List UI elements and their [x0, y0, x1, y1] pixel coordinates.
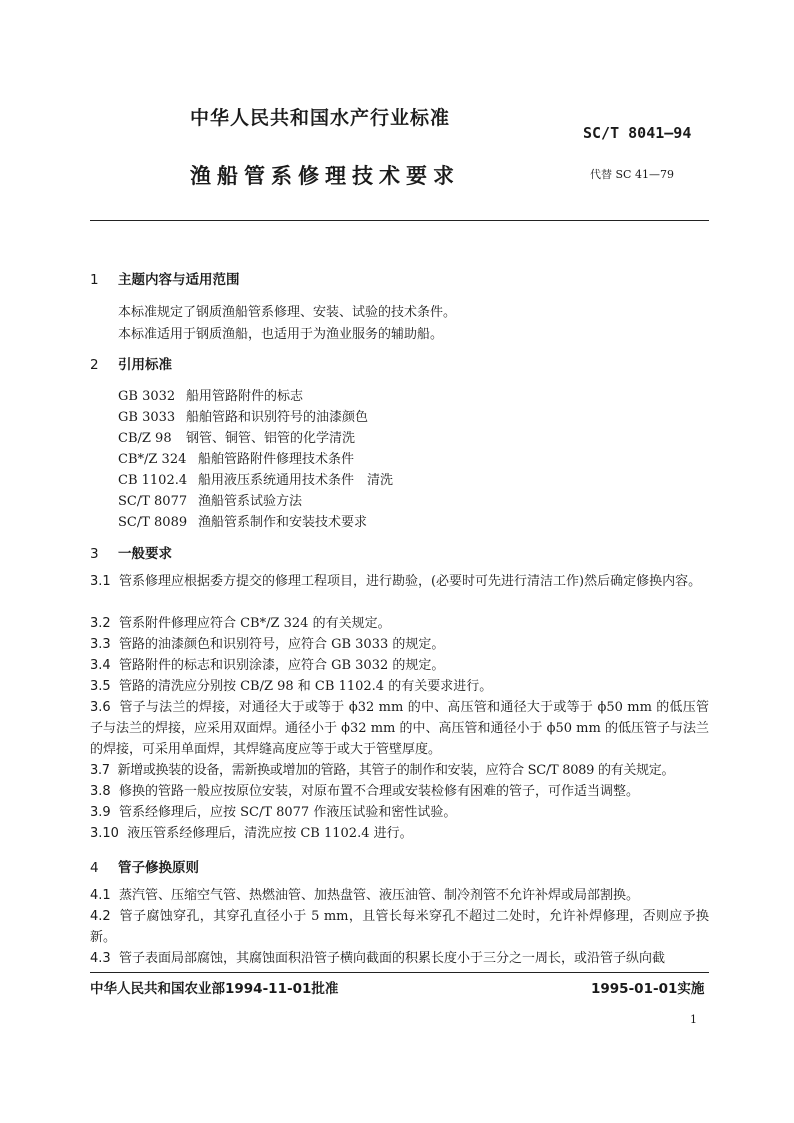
reference-code: SC/T 8077	[118, 494, 188, 509]
section-number: 1	[90, 272, 99, 288]
clause	[90, 613, 709, 634]
clause-number: 3.10	[90, 826, 119, 841]
section-heading	[90, 542, 172, 562]
clause-number: 3.2	[90, 616, 111, 631]
replaces-note: 代替 SC 41—79	[590, 168, 674, 181]
effective-date: 1995-01-01实施	[591, 981, 705, 997]
clause-text: 蒸汽管、压缩空气管、热燃油管、加热盘管、液压油管、制冷剂管不允许补焊或局部割换。	[118, 888, 639, 903]
section-heading	[90, 856, 199, 876]
clause-text: 液压管系经修理后，清洗应按 CB 1102.4 进行。	[127, 826, 413, 841]
reference-code: CB/Z 98	[118, 431, 172, 446]
clause	[90, 571, 709, 592]
clause	[90, 885, 709, 906]
reference-title: 渔船管系制作和安装技术要求	[198, 515, 368, 530]
clause	[90, 823, 709, 844]
reference-code: CB 1102.4	[118, 473, 188, 488]
clause-number: 3.6	[90, 700, 111, 715]
clause	[90, 948, 709, 969]
clause-number: 4.2	[90, 909, 111, 924]
clause-number: 4.3	[90, 951, 111, 966]
reference-item	[118, 490, 302, 509]
clause	[90, 676, 709, 697]
section-number: 4	[90, 860, 99, 876]
section-title: 引用标准	[118, 357, 172, 373]
reference-title: 船舶管路和识别符号的油漆颜色	[186, 410, 369, 425]
header-divider	[90, 220, 709, 221]
clause-number: 3.9	[90, 805, 111, 820]
clause-text: 管系修理应根据委方提交的修理工程项目，进行勘验，(必要时可先进行清洁工作)然后确定修换内容。	[118, 574, 702, 589]
approval-line: 中华人民共和国农业部1994-11-01批准	[90, 981, 339, 997]
reference-code: SC/T 8089	[118, 515, 188, 530]
clause	[90, 781, 709, 802]
clause-text: 管子表面局部腐蚀，其腐蚀面积沿管子横向截面的积累长度小于三分之一周长，或沿管子纵向截	[118, 951, 665, 966]
section-heading	[90, 353, 172, 373]
clause-text: 管路的油漆颜色和识别符号，应符合 GB 3033 的规定。	[118, 637, 445, 652]
reference-title: 船用管路附件的标志	[186, 389, 304, 404]
reference-code: GB 3033	[118, 410, 176, 425]
section-heading	[90, 268, 240, 288]
section-number: 3	[90, 546, 99, 562]
reference-title: 钢管、铜管、铝管的化学清洗	[186, 431, 356, 446]
clause	[90, 802, 709, 823]
standard-code: SC/T 8041—94	[583, 124, 692, 142]
clause-text: 管子腐蚀穿孔，其穿孔直径小于 5 mm，且管长每米穿孔不超过二处时，允许补焊修理，否则应予换新。	[90, 909, 710, 945]
clause	[90, 697, 709, 760]
reference-code: GB 3032	[118, 389, 176, 404]
section-title: 一般要求	[118, 546, 172, 562]
clause	[90, 655, 709, 676]
clause-text: 修换的管路一般应按原位安装，对原布置不合理或安装检修有困难的管子，可作适当调整。	[118, 784, 639, 799]
clause	[90, 760, 709, 781]
section-title: 管子修换原则	[118, 860, 199, 876]
clause-text: 管路附件的标志和识别涂漆，应符合 GB 3032 的规定。	[118, 658, 445, 673]
footer-divider	[90, 972, 709, 973]
paragraph: 本标准规定了钢质渔船管系修理、安装、试验的技术条件。	[118, 305, 457, 320]
clause-text: 管路的清洗应分别按 CB/Z 98 和 CB 1102.4 的有关要求进行。	[118, 679, 493, 694]
reference-title: 渔船管系试验方法	[198, 494, 303, 509]
clause-number: 3.8	[90, 784, 111, 799]
section-title: 主题内容与适用范围	[118, 272, 240, 288]
clause-number: 3.7	[90, 763, 110, 778]
clause-text: 管系附件修理应符合 CB*/Z 324 的有关规定。	[118, 616, 391, 631]
document-title: 渔船管系修理技术要求	[190, 164, 460, 188]
clause-text: 新增或换装的设备，需新换或增加的管路，其管子的制作和安装，应符合 SC/T 8089 的有关规定。	[117, 763, 675, 778]
reference-title: 船用液压系统通用技术条件 清洗	[198, 473, 394, 488]
reference-item	[118, 427, 355, 446]
reference-item	[118, 469, 393, 488]
reference-item	[118, 511, 367, 530]
reference-item	[118, 385, 303, 404]
reference-code: CB*/Z 324	[118, 452, 187, 467]
paragraph: 本标准适用于钢质渔船，也适用于为渔业服务的辅助船。	[118, 327, 444, 342]
clause-number: 3.3	[90, 637, 111, 652]
clause	[90, 906, 709, 948]
clause-number: 3.1	[90, 574, 111, 589]
org-title: 中华人民共和国水产行业标准	[190, 107, 451, 129]
clause-number: 4.1	[90, 888, 111, 903]
clause-text: 管子与法兰的焊接，对通径大于或等于 ϕ32 mm 的中、高压管和通径大于或等于 ϕ50 mm 的低压管子与法兰的焊接，应采用双面焊。通径小于 ϕ32 mm 的中、高压管和通径小于 ϕ50 mm 的低压管子与法兰的焊接，可采用单面焊，其焊缝高度应等于或大于管壁厚度。	[90, 700, 709, 757]
clause-text: 管系经修理后，应按 SC/T 8077 作液压试验和密性试验。	[118, 805, 457, 820]
reference-item	[118, 448, 354, 467]
reference-title: 船舶管路附件修理技术条件	[198, 452, 355, 467]
clause-number: 3.5	[90, 679, 111, 694]
page-number: 1	[690, 1013, 697, 1026]
clause-number: 3.4	[90, 658, 111, 673]
reference-item	[118, 406, 368, 425]
section-number: 2	[90, 357, 99, 373]
clause	[90, 634, 709, 655]
